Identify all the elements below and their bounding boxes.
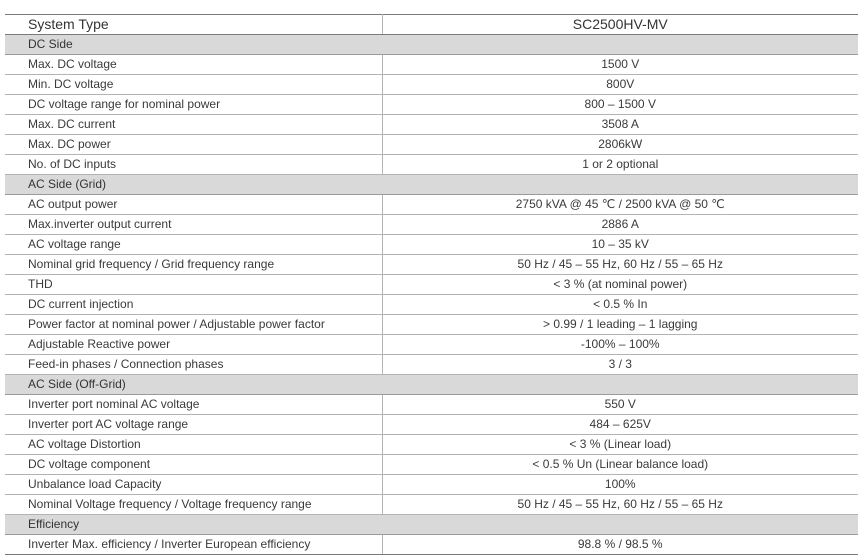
row-value: -100% – 100% bbox=[382, 335, 858, 355]
section-header-row bbox=[5, 175, 858, 195]
table-row bbox=[5, 195, 858, 215]
row-label: Feed-in phases / Connection phases bbox=[5, 355, 382, 375]
table-row bbox=[5, 435, 858, 455]
row-value: 550 V bbox=[382, 395, 858, 415]
table-row bbox=[5, 455, 858, 475]
row-value: 800V bbox=[382, 75, 858, 95]
row-label: Max.inverter output current bbox=[5, 215, 382, 235]
table-row bbox=[5, 275, 858, 295]
table-row bbox=[5, 215, 858, 235]
row-label: Power factor at nominal power / Adjustable power factor bbox=[5, 315, 382, 335]
row-value: < 0.5 % Un (Linear balance load) bbox=[382, 455, 858, 475]
row-label: Max. DC voltage bbox=[5, 55, 382, 75]
row-value: 484 – 625V bbox=[382, 415, 858, 435]
table-row bbox=[5, 315, 858, 335]
system-type-label: System Type bbox=[5, 15, 382, 35]
table-row bbox=[5, 395, 858, 415]
row-value: < 3 % (at nominal power) bbox=[382, 275, 858, 295]
row-value: 3508 A bbox=[382, 115, 858, 135]
row-label: Inverter port AC voltage range bbox=[5, 415, 382, 435]
row-label: AC voltage range bbox=[5, 235, 382, 255]
table-row bbox=[5, 95, 858, 115]
table-row bbox=[5, 55, 858, 75]
row-label: Inverter port nominal AC voltage bbox=[5, 395, 382, 415]
row-label: Unbalance load Capacity bbox=[5, 475, 382, 495]
table-row bbox=[5, 535, 858, 555]
row-value: 1 or 2 optional bbox=[382, 155, 858, 175]
section-title: DC Side bbox=[5, 35, 858, 55]
row-label: Max. DC power bbox=[5, 135, 382, 155]
row-label: Nominal Voltage frequency / Voltage frequency range bbox=[5, 495, 382, 515]
table-row bbox=[5, 295, 858, 315]
row-label: DC current injection bbox=[5, 295, 382, 315]
row-label: THD bbox=[5, 275, 382, 295]
row-label: No. of DC inputs bbox=[5, 155, 382, 175]
section-title: AC Side (Off-Grid) bbox=[5, 375, 858, 395]
table-row bbox=[5, 75, 858, 95]
row-label: AC voltage Distortion bbox=[5, 435, 382, 455]
row-value: 2750 kVA @ 45 ℃ / 2500 kVA @ 50 ℃ bbox=[382, 195, 858, 215]
row-value: 50 Hz / 45 – 55 Hz, 60 Hz / 55 – 65 Hz bbox=[382, 255, 858, 275]
table-row bbox=[5, 235, 858, 255]
row-value: 2886 A bbox=[382, 215, 858, 235]
row-label: Inverter Max. efficiency / Inverter European efficiency bbox=[5, 535, 382, 555]
row-label: Max. DC current bbox=[5, 115, 382, 135]
row-label: Nominal grid frequency / Grid frequency range bbox=[5, 255, 382, 275]
table-row bbox=[5, 335, 858, 355]
table-row bbox=[5, 135, 858, 155]
section-header-row bbox=[5, 515, 858, 535]
row-label: AC output power bbox=[5, 195, 382, 215]
row-value: 3 / 3 bbox=[382, 355, 858, 375]
table-row bbox=[5, 495, 858, 515]
row-value: 10 – 35 kV bbox=[382, 235, 858, 255]
row-value: > 0.99 / 1 leading – 1 lagging bbox=[382, 315, 858, 335]
row-label: Min. DC voltage bbox=[5, 75, 382, 95]
row-value: 98.8 % / 98.5 % bbox=[382, 535, 858, 555]
row-value: 2806kW bbox=[382, 135, 858, 155]
table-row bbox=[5, 475, 858, 495]
row-value: < 0.5 % In bbox=[382, 295, 858, 315]
row-label: DC voltage range for nominal power bbox=[5, 95, 382, 115]
row-value: 100% bbox=[382, 475, 858, 495]
table-row bbox=[5, 115, 858, 135]
row-value: 1500 V bbox=[382, 55, 858, 75]
section-header-row bbox=[5, 35, 858, 55]
row-label: Adjustable Reactive power bbox=[5, 335, 382, 355]
system-type-value: SC2500HV-MV bbox=[382, 15, 858, 35]
section-header-row bbox=[5, 375, 858, 395]
spec-table bbox=[5, 14, 858, 555]
section-title: Efficiency bbox=[5, 515, 858, 535]
table-row bbox=[5, 355, 858, 375]
table-row bbox=[5, 155, 858, 175]
row-label: DC voltage component bbox=[5, 455, 382, 475]
section-title: AC Side (Grid) bbox=[5, 175, 858, 195]
spec-table-body bbox=[5, 15, 858, 555]
table-row bbox=[5, 255, 858, 275]
table-row bbox=[5, 415, 858, 435]
table-header-row bbox=[5, 15, 858, 35]
row-value: < 3 % (Linear load) bbox=[382, 435, 858, 455]
row-value: 50 Hz / 45 – 55 Hz, 60 Hz / 55 – 65 Hz bbox=[382, 495, 858, 515]
row-value: 800 – 1500 V bbox=[382, 95, 858, 115]
